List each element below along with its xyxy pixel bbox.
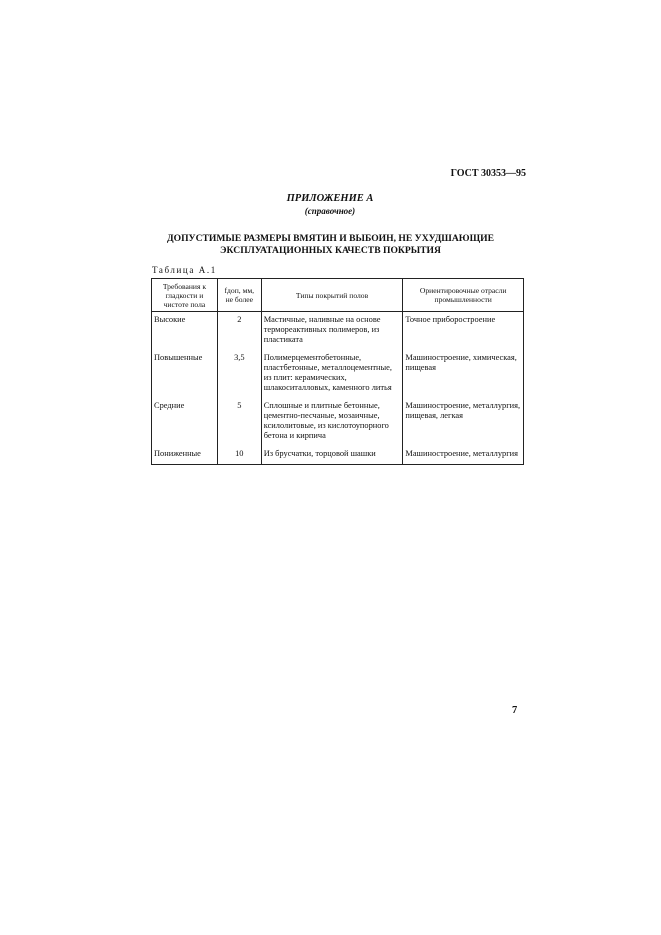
cell-value: 5 xyxy=(217,398,261,446)
cell-coating-types: Мастичные, наливные на основе термореактивных полимеров, из пластиката xyxy=(261,312,403,351)
cell-value: 10 xyxy=(217,446,261,465)
cell-value: 2 xyxy=(217,312,261,351)
appendix-title: ПРИЛОЖЕНИЕ А xyxy=(286,193,374,204)
table-row xyxy=(152,446,524,465)
header-max-size: fдоп, мм, не более xyxy=(217,279,261,312)
table-caption: Таблица А.1 xyxy=(152,265,217,275)
header-coating-types: Типы покрытий полов xyxy=(261,279,403,312)
main-title-line-2: ЭКСПЛУАТАЦИОННЫХ КАЧЕСТВ ПОКРЫТИЯ xyxy=(220,244,441,256)
cell-coating-types: Полимерцементобетонные, пластбетонные, металлоцементные, из плит: керамических, шлакоситалловых, каменного литья xyxy=(261,350,403,398)
cell-requirement: Средние xyxy=(152,398,218,446)
cell-requirement: Высокие xyxy=(152,312,218,351)
header-industries: Ориентировочные отрасли промышленности xyxy=(403,279,524,312)
table-row xyxy=(152,398,524,446)
main-title xyxy=(128,233,533,256)
cell-coating-types: Сплошные и плитные бетонные, цементно-песчаные, мозаичные, ксилолитовые, из кислотоупорного бетона и кирпича xyxy=(261,398,403,446)
main-title-line-1: ДОПУСТИМЫЕ РАЗМЕРЫ ВМЯТИН И ВЫБОИН, НЕ УХУДШАЮЩИЕ xyxy=(167,233,494,244)
cell-industries: Точное приборостроение xyxy=(403,312,524,351)
table-header-row xyxy=(152,279,524,312)
table-row xyxy=(152,350,524,398)
standard-code: ГОСТ 30353—95 xyxy=(450,168,526,179)
header-requirement: Требования к гладкости и чистоте пола xyxy=(152,279,218,312)
cell-industries: Машиностроение, металлургия, пищевая, легкая xyxy=(403,398,524,446)
cell-value: 3,5 xyxy=(217,350,261,398)
cell-requirement: Пониженные xyxy=(152,446,218,465)
page-number: 7 xyxy=(512,705,518,716)
tolerances-table xyxy=(151,278,524,465)
cell-industries: Машиностроение, металлургия xyxy=(403,446,524,465)
table-row xyxy=(152,312,524,351)
appendix-note: (справочное) xyxy=(304,206,356,216)
cell-coating-types: Из брусчатки, торцовой шашки xyxy=(261,446,403,465)
cell-industries: Машиностроение, химическая, пищевая xyxy=(403,350,524,398)
cell-requirement: Повышенные xyxy=(152,350,218,398)
